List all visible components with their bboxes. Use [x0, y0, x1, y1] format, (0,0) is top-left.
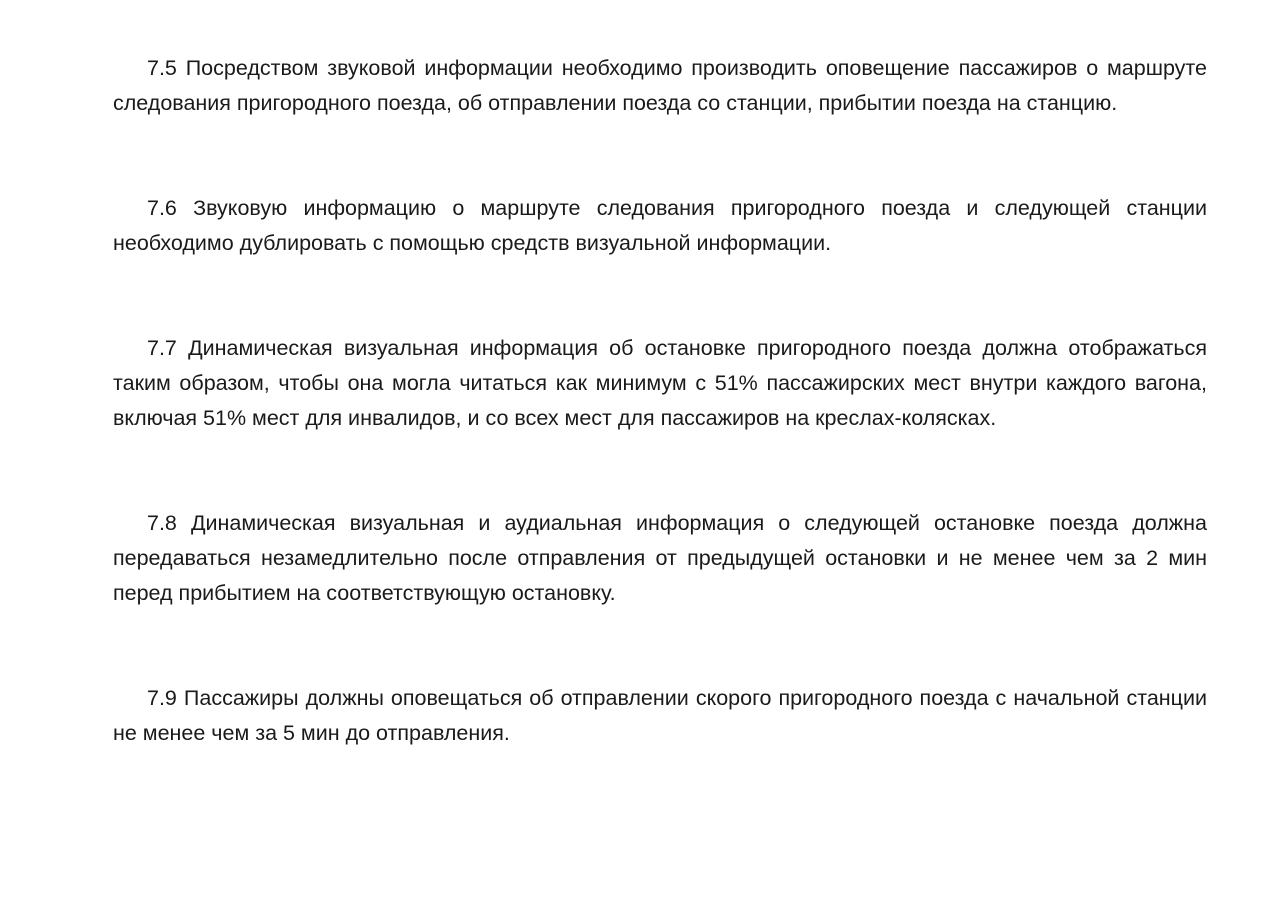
- clause-7-8: 7.8 Динамическая визуальная и аудиальная информация о следующей остановке поезда должна передаваться незамедлительно после отправления от предыдущей остановки и не менее чем за 2 мин перед прибытием на соответствующую остановку.: [113, 511, 1207, 605]
- document-body: [113, 51, 1207, 751]
- clause-7-7: 7.7 Динамическая визуальная информация об остановке пригородного поезда должна отображаться таким образом, чтобы она могла читаться как минимум с 51% пассажирских мест внутри каждого вагона, включая 51% мест для инвалидов, и со всех мест для пассажиров на креслах-колясках.: [113, 336, 1207, 430]
- clause-7-9: 7.9 Пассажиры должны оповещаться об отправлении скорого пригородного поезда с начальной станции не менее чем за 5 мин до отправления.: [113, 686, 1207, 745]
- clause-7-5: 7.5 Посредством звуковой информации необходимо производить оповещение пассажиров о маршруте следования пригородного поезда, об отправлении поезда со станции, прибытии поезда на станцию.: [113, 56, 1207, 115]
- clause-7-6: 7.6 Звуковую информацию о маршруте следования пригородного поезда и следующей станции необходимо дублировать с помощью средств визуальной информации.: [113, 196, 1207, 255]
